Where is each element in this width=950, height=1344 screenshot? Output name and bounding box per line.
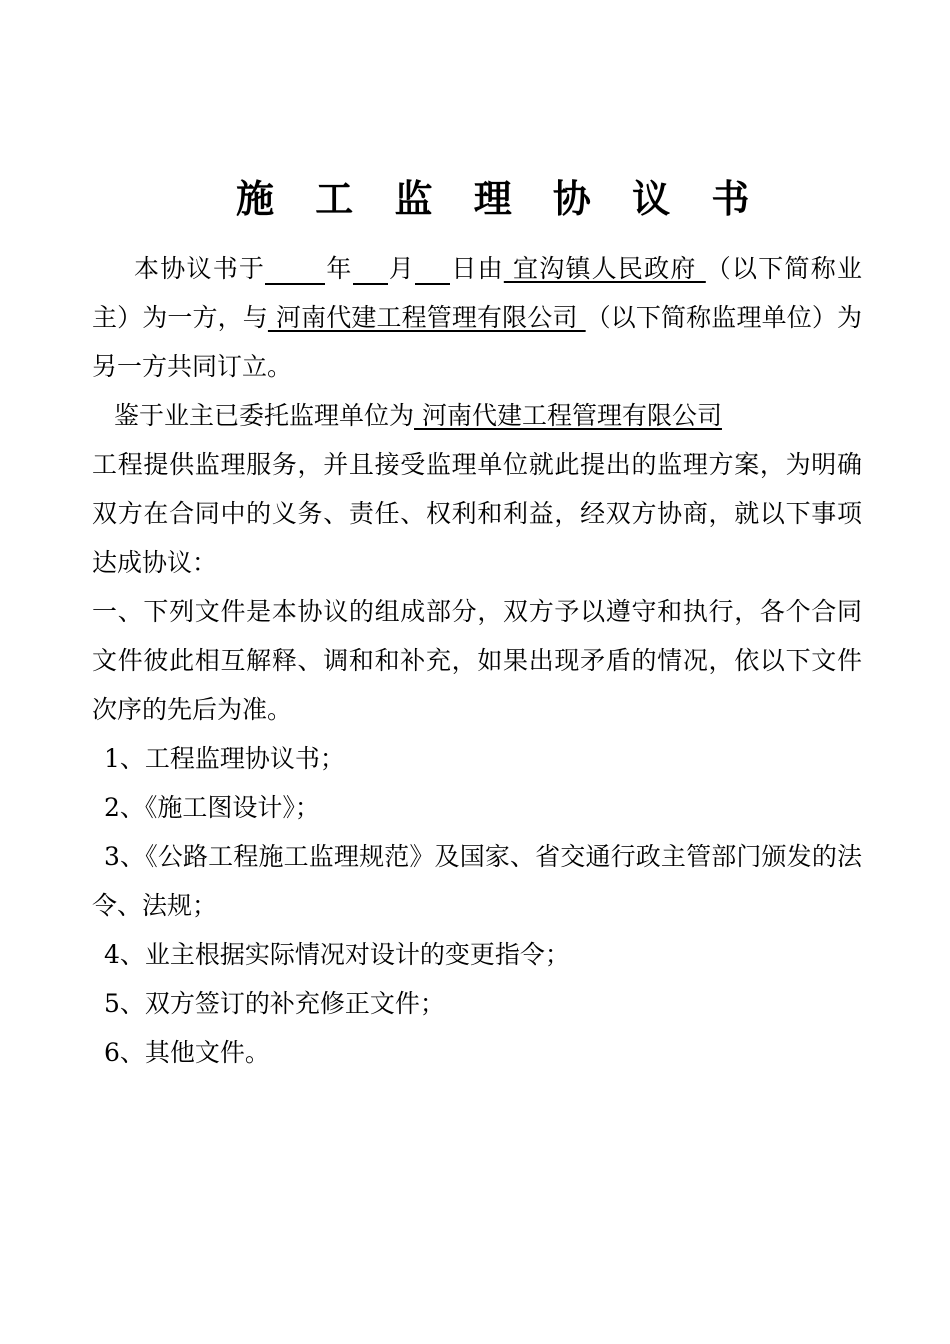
list-item: 6、其他文件。 — [104, 1038, 270, 1067]
list-item: 3、《公路工程施工监理规范》及国家、省交通行政主管部门颁发的法令、法规； — [92, 842, 862, 920]
day-blank — [415, 253, 450, 285]
intro-paragraph — [92, 244, 862, 391]
list-item: 1、工程监理协议书； — [104, 744, 345, 773]
supervisor-name: 河南代建工程管理有限公司 — [267, 303, 586, 332]
intro-owner-suffix: （以下简称业主）为一方，与 — [92, 254, 862, 332]
intro-month: 月 — [387, 254, 416, 283]
intro-supervisor-suffix: （以下简称监理单位）为另一方共同订立。 — [92, 303, 862, 381]
owner-name: 宜沟镇人民政府 — [503, 254, 706, 283]
commission-text: 工程提供监理服务，并且接受监理单位就此提出的监理方案，为明确双方在合同中的义务、责任、权利和利益，经双方协商，就以下事项达成协议： — [92, 450, 862, 577]
list-item: 4、业主根据实际情况对设计的变更指令； — [104, 940, 570, 969]
commission-prefix: 鉴于业主已委托监理单位为 — [114, 401, 415, 430]
list-item: 2、《施工图设计》； — [104, 793, 320, 822]
intro-year: 年 — [325, 254, 353, 283]
year-blank — [265, 253, 325, 285]
commission-company: 河南代建工程管理有限公司 — [414, 401, 722, 430]
document-body — [92, 244, 862, 1077]
commission-paragraph — [92, 391, 862, 587]
intro-day-from: 日由 — [450, 254, 504, 283]
month-blank — [353, 253, 388, 285]
document-title: 施 工 监 理 协 议 书 — [236, 177, 764, 221]
intro-prefix: 本协议书于 — [134, 254, 266, 283]
clause-one-paragraph: 一、下列文件是本协议的组成部分，双方予以遵守和执行，各个合同文件彼此相互解释、调和和补充，如果出现矛盾的情况，依以下文件次序的先后为准。 — [92, 597, 862, 724]
list-item: 5、双方签订的补充修正文件； — [104, 989, 445, 1018]
